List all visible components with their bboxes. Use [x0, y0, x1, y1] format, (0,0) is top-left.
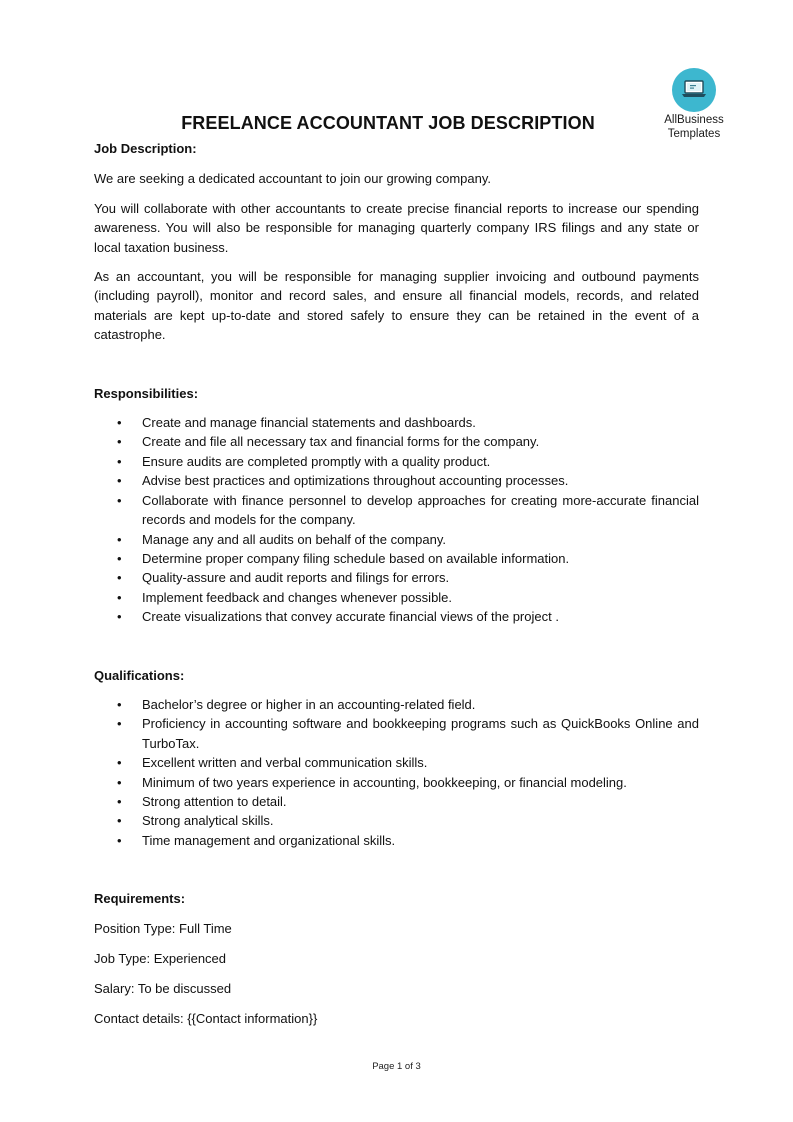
job-description-paragraph: You will collaborate with other accountants to create precise financial reports to increase our spending awareness. You will also be responsible for managing quarterly company IRS filings and any state or local taxation business. [94, 200, 699, 255]
job-description-heading: Job Description: [94, 141, 197, 156]
document-title: FREELANCE ACCOUNTANT JOB DESCRIPTION [181, 113, 595, 133]
bullet-icon: • [117, 774, 122, 790]
qualifications-list [94, 695, 699, 850]
bullet-icon: • [117, 793, 122, 809]
laptop-icon [672, 68, 716, 112]
list-item: • Manage any and all audits on behalf of the company. [94, 530, 699, 549]
list-item: • Create and file all necessary tax and financial forms for the company. [94, 432, 699, 451]
bullet-icon: • [117, 570, 122, 586]
bullet-icon: • [117, 492, 122, 508]
list-item: • Strong analytical skills. [94, 811, 699, 830]
document-body [94, 139, 699, 1028]
bullet-icon: • [117, 609, 122, 625]
list-item: • Proficiency in accounting software and bookkeeping programs such as QuickBooks Online and TurboTax. [117, 716, 699, 751]
job-type: Job Type: Experienced [94, 951, 227, 966]
list-item: • Create visualizations that convey accurate financial views of the project . [94, 607, 699, 626]
list-item: • Time management and organizational skills. [94, 831, 699, 850]
bullet-icon: • [117, 813, 122, 829]
job-description-paragraph: We are seeking a dedicated accountant to join our growing company. [94, 171, 491, 187]
list-item: • Implement feedback and changes whenever possible. [94, 588, 699, 607]
list-item: • Advise best practices and optimizations throughout accounting processes. [94, 471, 699, 490]
list-item: • Strong attention to detail. [94, 792, 699, 811]
position-type: Position Type: Full Time [94, 921, 232, 937]
qualifications-heading: Qualifications: [94, 667, 185, 683]
bullet-icon: • [117, 696, 122, 712]
bullet-icon: • [117, 550, 122, 566]
bullet-icon: • [117, 716, 122, 732]
bullet-icon: • [117, 434, 122, 450]
contact-details: Contact details: {{Contact information}} [94, 1010, 318, 1026]
list-item: • Ensure audits are completed promptly with a quality product. [94, 452, 699, 471]
logo-text-line1: AllBusiness [664, 114, 724, 126]
logo-text-line2: Templates [667, 128, 721, 140]
bullet-icon: • [117, 589, 122, 605]
page-number: Page 1 of 3 [372, 1061, 421, 1072]
list-item: • Collaborate with finance personnel to develop approaches for creating more-accurate financial records and models for the company. [117, 492, 699, 528]
list-item: • Quality-assure and audit reports and filings for errors. [94, 568, 699, 587]
list-item: • Determine proper company filing schedule based on available information. [94, 549, 699, 568]
bullet-icon: • [117, 755, 122, 771]
responsibilities-list [94, 413, 699, 626]
job-description-paragraph: As an accountant, you will be responsible for managing supplier invoicing and outbound payments (including payroll), monitor and record sales, and ensure all financial models, records, and related materials are kept up-to-date and stored safely to ensure they can be retained in the event of a catastrophe. [94, 269, 699, 343]
list-item: • Bachelor’s degree or higher in an accounting-related field. [94, 695, 699, 714]
bullet-icon: • [117, 832, 122, 848]
list-item: • Minimum of two years experience in accounting, bookkeeping, or financial modeling. [94, 773, 699, 792]
requirements-heading: Requirements: [94, 891, 186, 907]
list-item: • Create and manage financial statements and dashboards. [94, 413, 699, 432]
bullet-icon: • [117, 531, 122, 547]
bullet-icon: • [117, 473, 122, 489]
bullet-icon: • [117, 453, 122, 469]
bullet-icon: • [117, 415, 122, 431]
responsibilities-heading: Responsibilities: [94, 385, 199, 401]
list-item: • Excellent written and verbal communication skills. [94, 753, 699, 772]
salary: Salary: To be discussed [94, 980, 232, 996]
